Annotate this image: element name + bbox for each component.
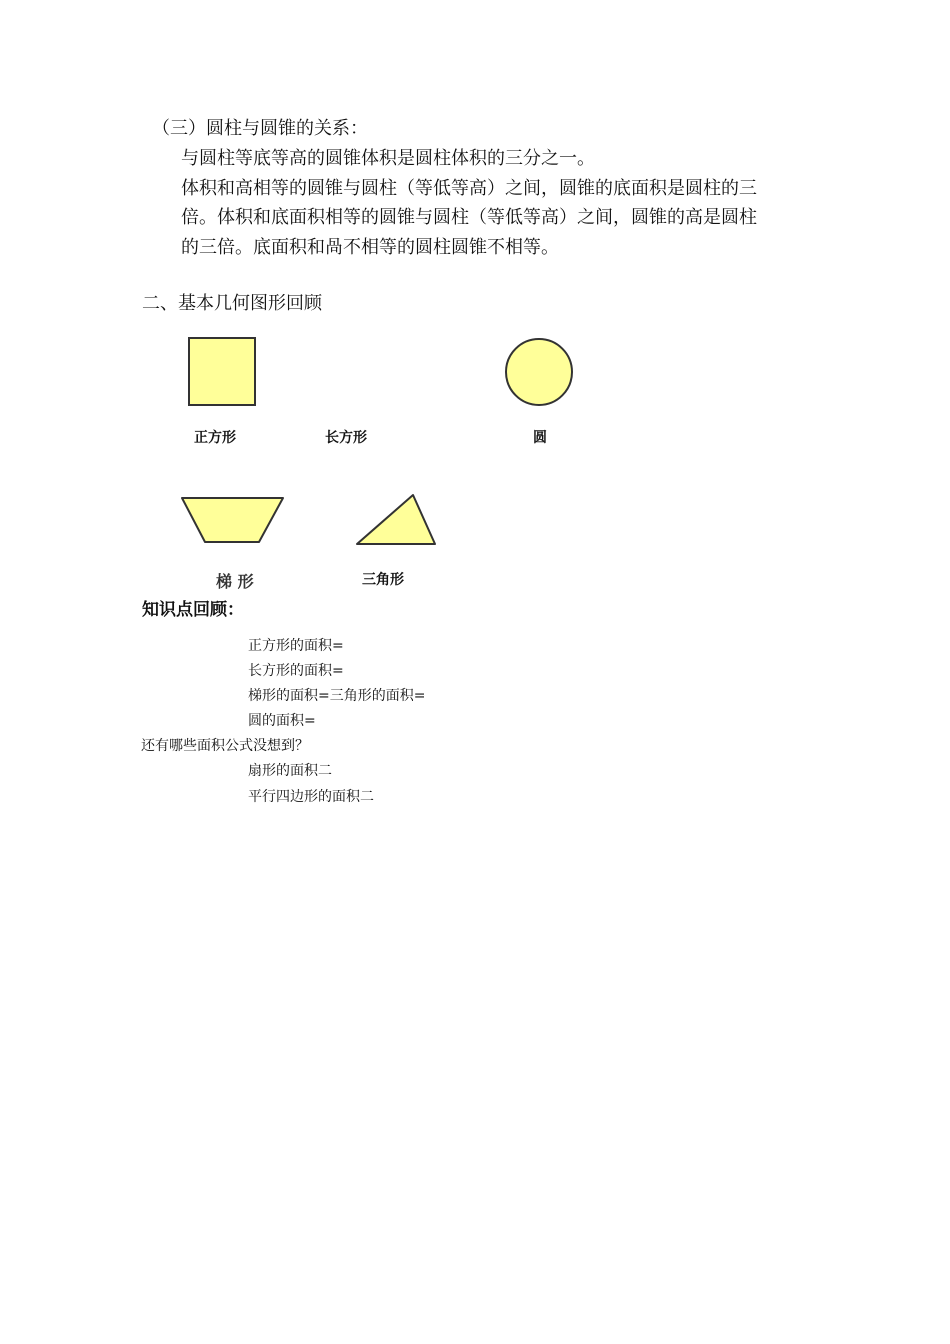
square-shape xyxy=(188,337,258,407)
formula-rectangle-area: 长方形的面积= xyxy=(248,663,344,679)
rectangle-label: 长方形 xyxy=(325,430,367,446)
trapezoid-label: 梯 形 xyxy=(216,572,254,591)
trapezoid-shape xyxy=(180,495,286,545)
section3-heading: （三）圆柱与圆锥的关系： xyxy=(152,118,368,139)
review-question: 还有哪些面积公式没想到？ xyxy=(141,738,309,754)
formula-square-area: 正方形的面积= xyxy=(248,638,344,654)
circle-shape xyxy=(504,337,576,409)
section3-line3: 倍。体积和底面积相等的圆锥与圆柱（等低等高）之间，圆锥的高是圆柱 xyxy=(181,207,757,228)
formula-parallelogram-area: 平行四边形的面积二 xyxy=(248,789,374,805)
section3-line4: 的三倍。底面积和咼不相等的圆柱圆锥不相等。 xyxy=(181,237,559,258)
square-label: 正方形 xyxy=(194,430,236,446)
section3-line1: 与圆柱等底等高的圆锥体积是圆柱体积的三分之一。 xyxy=(181,148,595,169)
section3-line2: 体积和高相等的圆锥与圆柱（等低等高）之间，圆锥的底面积是圆柱的三 xyxy=(181,178,757,199)
review-heading: 知识点回顾： xyxy=(142,600,244,620)
formula-trapezoid-triangle-area: 梯形的面积=三角形的面积= xyxy=(248,688,426,704)
formula-circle-area: 圆的面积= xyxy=(248,713,316,729)
triangle-label: 三角形 xyxy=(362,572,404,588)
section2-heading: 二、基本几何图形回顾 xyxy=(142,293,322,314)
triangle-shape xyxy=(354,492,438,548)
circle-label: 圆 xyxy=(533,430,547,446)
formula-sector-area: 扇形的面积二 xyxy=(248,763,332,779)
